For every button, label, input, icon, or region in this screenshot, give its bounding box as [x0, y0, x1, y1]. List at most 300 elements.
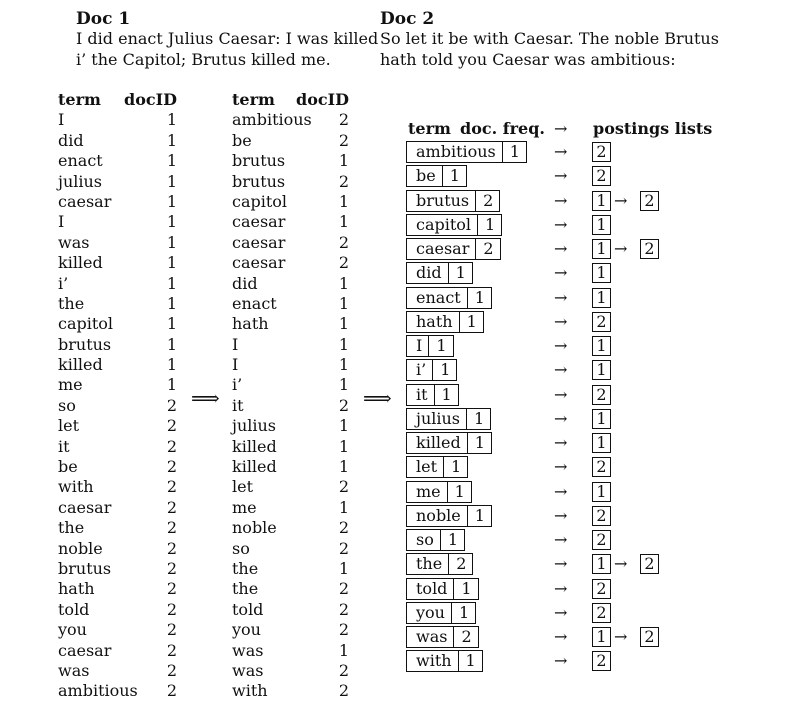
index-doc-freq: 1: [461, 578, 472, 598]
sorted-table-header: [232, 90, 349, 110]
term-freq-box: [406, 650, 483, 672]
raw-table-row: [58, 416, 177, 436]
index-doc-freq: 1: [455, 263, 466, 283]
raw-term-cell: was: [58, 660, 90, 680]
raw-docid-cell: 2: [166, 579, 177, 599]
index-term: hath: [407, 312, 460, 332]
sorted-term-cell: enact: [232, 293, 277, 313]
term-freq-box: [406, 384, 459, 406]
sorted-term-cell: caesar: [232, 212, 286, 232]
sorted-docid-cell: 2: [338, 660, 349, 680]
sorted-table-row: [232, 498, 349, 518]
term-freq-box: [406, 456, 468, 478]
sorted-table-row: [232, 314, 349, 334]
raw-table-row: [58, 457, 177, 477]
sorted-table-row: [232, 375, 349, 395]
posting-docid-box: 2: [592, 142, 611, 162]
index-term: you: [407, 603, 452, 623]
sorted-term-cell: i’: [232, 375, 243, 395]
index-term: I: [407, 336, 429, 356]
sorted-term-cell: killed: [232, 436, 277, 456]
index-doc-freq: 1: [474, 505, 485, 525]
raw-table-row: [58, 172, 177, 192]
doc2-line: So let it be with Caesar. The noble Brutus: [380, 29, 719, 48]
raw-table-row: [58, 335, 177, 355]
posting-link-arrow: →: [614, 239, 628, 258]
raw-docid-cell: 2: [166, 477, 177, 497]
sorted-docid-cell: 2: [338, 232, 349, 252]
raw-docid-cell: 2: [166, 640, 177, 660]
raw-term-cell: caesar: [58, 191, 112, 211]
postings-pointer-arrow: →: [554, 287, 568, 307]
raw-term-cell: the: [58, 293, 85, 313]
posting-docid-box: 2: [592, 530, 611, 550]
raw-term-cell: hath: [58, 579, 95, 599]
index-term: so: [407, 530, 441, 550]
raw-term-cell: so: [58, 395, 76, 415]
raw-docid-cell: 1: [166, 334, 177, 354]
sorted-docid-cell: 1: [338, 212, 349, 232]
raw-table-row: [58, 559, 177, 579]
doc1-line: I did enact Julius Caesar: I was killed: [76, 29, 379, 48]
sorted-docid-cell: 2: [338, 171, 349, 191]
sorted-table-row: [232, 172, 349, 192]
raw-term-cell: capitol: [58, 314, 114, 334]
raw-term-cell: I: [58, 110, 65, 130]
raw-table-row: [58, 294, 177, 314]
postings-pointer-arrow: →: [554, 457, 568, 477]
index-term: enact: [407, 288, 468, 308]
raw-table-row: [58, 437, 177, 457]
sorted-table-row: [232, 539, 349, 559]
sorted-term-cell: so: [232, 538, 250, 558]
raw-table-row: [58, 192, 177, 212]
sorted-docid-cell: 2: [338, 130, 349, 150]
sorted-docid-cell: 2: [338, 599, 349, 619]
raw-term-cell: was: [58, 232, 90, 252]
sorted-table-row: [232, 212, 349, 232]
sorted-docid-cell: 1: [338, 558, 349, 578]
sorted-docid-cell: 1: [338, 355, 349, 375]
sorted-table-row: [232, 681, 349, 701]
term-freq-box: [406, 602, 476, 624]
term-freq-box: [406, 190, 500, 212]
raw-table-row: [58, 151, 177, 171]
postings-pointer-arrow: →: [554, 214, 568, 234]
index-doc-freq: 1: [485, 214, 496, 234]
index-freq-header: doc. freq.: [460, 119, 545, 138]
postings-pointer-arrow: →: [554, 311, 568, 331]
sorted-term-cell: I: [232, 334, 239, 354]
sorted-docid-cell: 1: [338, 375, 349, 395]
sorted-term-cell: with: [232, 681, 268, 701]
index-doc-freq: 1: [458, 602, 470, 622]
term-freq-box: [406, 481, 472, 503]
raw-term-cell: be: [58, 457, 78, 477]
raw-term-cell: i’: [58, 273, 69, 293]
raw-docid-cell: 2: [166, 620, 177, 640]
raw-docid-cell: 1: [166, 314, 177, 334]
sorted-table-row: [232, 110, 349, 130]
raw-docid-cell: 1: [166, 355, 177, 375]
raw-docid-cell: 1: [166, 232, 177, 252]
raw-term-header: term: [58, 90, 101, 109]
raw-term-cell: killed: [58, 253, 103, 273]
raw-docid-cell: 2: [166, 457, 177, 477]
raw-term-cell: I: [58, 212, 65, 232]
term-freq-box: [406, 262, 473, 284]
raw-table-row: [58, 661, 177, 681]
sorted-table-row: [232, 518, 349, 538]
raw-table-row: [58, 110, 177, 130]
posting-docid-box: 1: [592, 239, 611, 259]
posting-docid-box: 1: [592, 191, 611, 211]
index-doc-freq: 2: [456, 554, 467, 574]
raw-term-docid-table: [58, 90, 177, 702]
sorted-term-cell: capitol: [232, 191, 288, 211]
raw-docid-cell: 2: [166, 558, 177, 578]
sorted-docid-cell: 2: [338, 681, 349, 701]
raw-docid-cell: 2: [166, 497, 177, 517]
postings-pointer-arrow: →: [554, 384, 568, 404]
raw-term-cell: ambitious: [58, 681, 138, 701]
raw-term-cell: let: [58, 416, 80, 436]
raw-docid-cell: 1: [166, 253, 177, 273]
term-freq-box: [406, 238, 501, 260]
sort-arrow: ⟹: [191, 386, 220, 410]
sorted-term-header: term: [232, 90, 275, 109]
raw-docid-cell: 2: [166, 518, 177, 538]
sorted-table-row: [232, 477, 349, 497]
sorted-term-cell: the: [232, 558, 259, 578]
term-freq-box: [406, 529, 465, 551]
postings-pointer-arrow: →: [554, 239, 568, 258]
raw-table-row: [58, 600, 177, 620]
posting-docid-box: 2: [592, 166, 611, 186]
index-doc-freq: 1: [474, 408, 485, 428]
raw-table-row: [58, 518, 177, 538]
posting-docid-box: 2: [592, 457, 611, 477]
raw-docid-cell: 2: [166, 416, 177, 436]
index-term: told: [407, 579, 454, 599]
postings-pointer-arrow: →: [554, 602, 568, 622]
sorted-term-cell: brutus: [232, 151, 286, 171]
sorted-docid-cell: 1: [338, 640, 349, 660]
posting-docid-box: 2: [592, 506, 611, 526]
sorted-term-docid-table: [232, 90, 349, 702]
posting-docid-box: 1: [592, 554, 611, 574]
posting-docid-box: 2: [640, 554, 659, 574]
index-term: caesar: [407, 239, 476, 259]
sorted-docid-cell: 1: [338, 314, 349, 334]
sorted-term-cell: killed: [232, 457, 277, 477]
index-term: it: [407, 385, 435, 405]
posting-link-arrow: →: [614, 627, 628, 646]
raw-table-row: [58, 477, 177, 497]
raw-term-cell: with: [58, 477, 94, 497]
posting-docid-box: 1: [592, 482, 611, 502]
raw-docid-header: docID: [124, 90, 177, 109]
sorted-docid-cell: 1: [338, 334, 349, 354]
postings-pointer-arrow: →: [554, 336, 568, 355]
postings-pointer-arrow: →: [554, 360, 568, 380]
sorted-table-row: [232, 274, 349, 294]
sorted-term-cell: told: [232, 599, 264, 619]
posting-docid-box: 1: [592, 263, 611, 283]
raw-docid-cell: 1: [166, 110, 177, 130]
sorted-table-row: [232, 620, 349, 640]
sorted-docid-cell: 1: [338, 293, 349, 313]
raw-docid-cell: 1: [166, 191, 177, 211]
doc2-block: [380, 9, 719, 70]
index-term: with: [407, 651, 459, 671]
postings-pointer-arrow: →: [554, 554, 568, 574]
posting-docid-box: 2: [640, 191, 659, 211]
sorted-table-row: [232, 559, 349, 579]
index-doc-freq: 1: [474, 433, 485, 452]
sorted-docid-cell: 1: [338, 191, 349, 211]
raw-term-cell: killed: [58, 355, 103, 375]
sorted-term-cell: caesar: [232, 232, 286, 252]
raw-table-row: [58, 131, 177, 151]
raw-term-cell: noble: [58, 538, 103, 558]
sorted-term-cell: let: [232, 477, 254, 497]
posting-link-arrow: →: [614, 190, 628, 210]
index-doc-freq: 1: [447, 530, 459, 549]
sorted-table-row: [232, 437, 349, 457]
index-term-header: term: [408, 119, 451, 138]
postings-pointer-arrow: →: [554, 190, 568, 210]
sorted-term-cell: did: [232, 273, 258, 293]
sorted-docid-cell: 2: [338, 253, 349, 273]
postings-pointer-arrow: →: [554, 627, 568, 646]
posting-docid-box: 2: [592, 603, 611, 623]
raw-term-cell: the: [58, 518, 85, 538]
posting-docid-box: 1: [592, 433, 611, 453]
sorted-term-cell: caesar: [232, 253, 286, 273]
index-term: ambitious: [407, 142, 503, 162]
postings-pointer-arrow: →: [554, 263, 568, 283]
index-doc-freq: 1: [451, 457, 462, 477]
sorted-term-cell: noble: [232, 518, 277, 538]
term-freq-box: [406, 408, 491, 430]
index-doc-freq: 1: [474, 287, 485, 307]
index-doc-freq: 1: [449, 166, 460, 186]
sorted-term-cell: the: [232, 579, 259, 599]
raw-term-cell: you: [58, 620, 87, 640]
sorted-docid-cell: 1: [338, 497, 349, 517]
postings-pointer-arrow: →: [554, 505, 568, 525]
sorted-table-row: [232, 396, 349, 416]
raw-term-cell: caesar: [58, 497, 112, 517]
index-term: be: [407, 166, 443, 186]
raw-docid-cell: 2: [166, 599, 177, 619]
posting-docid-box: 1: [592, 409, 611, 429]
raw-table-row: [58, 641, 177, 661]
raw-docid-cell: 1: [166, 293, 177, 313]
postings-pointer-arrow: →: [554, 433, 568, 452]
raw-table-row: [58, 212, 177, 232]
raw-term-cell: told: [58, 599, 90, 619]
raw-docid-cell: 1: [166, 171, 177, 191]
sorted-docid-cell: 1: [338, 273, 349, 293]
sorted-table-row: [232, 355, 349, 375]
term-freq-box: [406, 553, 473, 575]
raw-docid-cell: 2: [166, 538, 177, 558]
raw-term-cell: enact: [58, 151, 103, 171]
sorted-docid-cell: 1: [338, 457, 349, 477]
index-doc-freq: 1: [436, 336, 447, 355]
index-term: me: [407, 482, 448, 502]
raw-table-row: [58, 314, 177, 334]
sorted-table-row: [232, 253, 349, 273]
raw-docid-cell: 1: [166, 273, 177, 293]
raw-docid-cell: 1: [166, 212, 177, 232]
raw-table-row: [58, 233, 177, 253]
index-term: let: [407, 457, 444, 477]
posting-docid-box: 2: [640, 627, 659, 647]
raw-docid-cell: 1: [166, 151, 177, 171]
sorted-table-row: [232, 192, 349, 212]
posting-docid-box: 2: [640, 239, 659, 259]
index-doc-freq: 1: [465, 651, 476, 671]
sorted-docid-cell: 2: [338, 395, 349, 415]
sorted-docid-header: docID: [296, 90, 349, 109]
postings-pointer-arrow: →: [554, 578, 568, 598]
index-doc-freq: 1: [454, 481, 465, 501]
raw-docid-cell: 2: [166, 395, 177, 415]
doc1-title: Doc 1: [76, 9, 131, 29]
posting-docid-box: 2: [592, 651, 611, 671]
raw-table-row: [58, 355, 177, 375]
sorted-table-row: [232, 661, 349, 681]
raw-term-cell: it: [58, 436, 70, 456]
posting-docid-box: 1: [592, 336, 611, 356]
raw-table-row: [58, 620, 177, 640]
doc1-line: i’ the Capitol; Brutus killed me.: [76, 50, 331, 69]
sorted-docid-cell: 2: [338, 579, 349, 599]
term-freq-box: [406, 578, 479, 600]
sorted-docid-cell: 2: [338, 620, 349, 640]
index-doc-freq: 1: [441, 384, 452, 404]
raw-table-row: [58, 681, 177, 701]
sorted-table-row: [232, 233, 349, 253]
postings-pointer-arrow: →: [554, 166, 568, 186]
term-freq-box: [406, 359, 457, 381]
postings-pointer-arrow: →: [554, 530, 568, 549]
sorted-docid-cell: 2: [338, 110, 349, 130]
posting-link-arrow: →: [614, 554, 628, 574]
index-term: brutus: [407, 191, 476, 211]
index-doc-freq: 2: [483, 239, 494, 258]
sorted-term-cell: it: [232, 395, 244, 415]
raw-table-row: [58, 498, 177, 518]
sorted-table-row: [232, 641, 349, 661]
doc2-line: hath told you Caesar was ambitious:: [380, 50, 676, 69]
sorted-docid-cell: 2: [338, 538, 349, 558]
posting-docid-box: 2: [592, 312, 611, 332]
term-freq-box: [406, 335, 454, 357]
sorted-docid-cell: 2: [338, 518, 349, 538]
index-term: killed: [407, 433, 468, 453]
index-term: i’: [407, 360, 433, 380]
raw-docid-cell: 1: [166, 130, 177, 150]
sorted-docid-cell: 1: [338, 416, 349, 436]
sorted-table-row: [232, 294, 349, 314]
raw-table-row: [58, 579, 177, 599]
postings-pointer-arrow: →: [554, 481, 568, 501]
sorted-term-cell: be: [232, 130, 252, 150]
index-term: was: [407, 627, 454, 647]
sorted-term-cell: ambitious: [232, 110, 312, 130]
raw-docid-cell: 1: [166, 375, 177, 395]
raw-term-cell: did: [58, 130, 84, 150]
sorted-term-cell: you: [232, 620, 261, 640]
raw-term-cell: brutus: [58, 558, 112, 578]
raw-docid-cell: 2: [166, 681, 177, 701]
term-freq-box: [406, 311, 484, 333]
sorted-docid-cell: 1: [338, 436, 349, 456]
index-term: the: [407, 554, 449, 574]
doc1-block: [76, 10, 406, 70]
posting-docid-box: 2: [592, 579, 611, 599]
index-term: julius: [407, 409, 467, 429]
doc2-title: Doc 2: [380, 9, 435, 29]
index-doc-freq: 2: [483, 190, 494, 210]
sorted-table-row: [232, 579, 349, 599]
sorted-term-cell: was: [232, 660, 264, 680]
term-freq-box: [406, 432, 492, 454]
raw-table-row: [58, 539, 177, 559]
term-freq-box: [406, 505, 492, 527]
sorted-table-row: [232, 335, 349, 355]
sorted-table-row: [232, 131, 349, 151]
raw-table-row: [58, 253, 177, 273]
posting-docid-box: 1: [592, 360, 611, 380]
term-freq-box: [406, 287, 492, 309]
sorted-term-cell: julius: [232, 416, 277, 436]
sorted-term-cell: me: [232, 497, 257, 517]
postings-pointer-arrow: →: [554, 651, 568, 671]
term-freq-box: [406, 141, 527, 163]
sorted-term-cell: brutus: [232, 171, 286, 191]
index-doc-freq: 2: [461, 627, 472, 646]
sorted-table-row: [232, 457, 349, 477]
raw-term-cell: me: [58, 375, 83, 395]
index-term: capitol: [407, 215, 478, 235]
term-freq-box: [406, 626, 479, 648]
raw-table-row: [58, 274, 177, 294]
raw-docid-cell: 2: [166, 660, 177, 680]
index-term: noble: [407, 506, 468, 526]
posting-docid-box: 1: [592, 215, 611, 235]
raw-docid-cell: 2: [166, 436, 177, 456]
sorted-table-row: [232, 151, 349, 171]
raw-table-header: [58, 90, 177, 110]
index-term: did: [407, 263, 449, 283]
sorted-table-row: [232, 416, 349, 436]
sorted-term-cell: was: [232, 640, 264, 660]
raw-table-row: [58, 375, 177, 395]
term-freq-box: [406, 214, 502, 236]
sorted-term-cell: hath: [232, 314, 269, 334]
index-doc-freq: 1: [466, 311, 477, 331]
sorted-term-cell: I: [232, 355, 239, 375]
sorted-docid-cell: 2: [338, 477, 349, 497]
postings-pointer-arrow: →: [554, 408, 568, 428]
raw-term-cell: caesar: [58, 640, 112, 660]
index-arrow: ⟹: [363, 386, 392, 410]
